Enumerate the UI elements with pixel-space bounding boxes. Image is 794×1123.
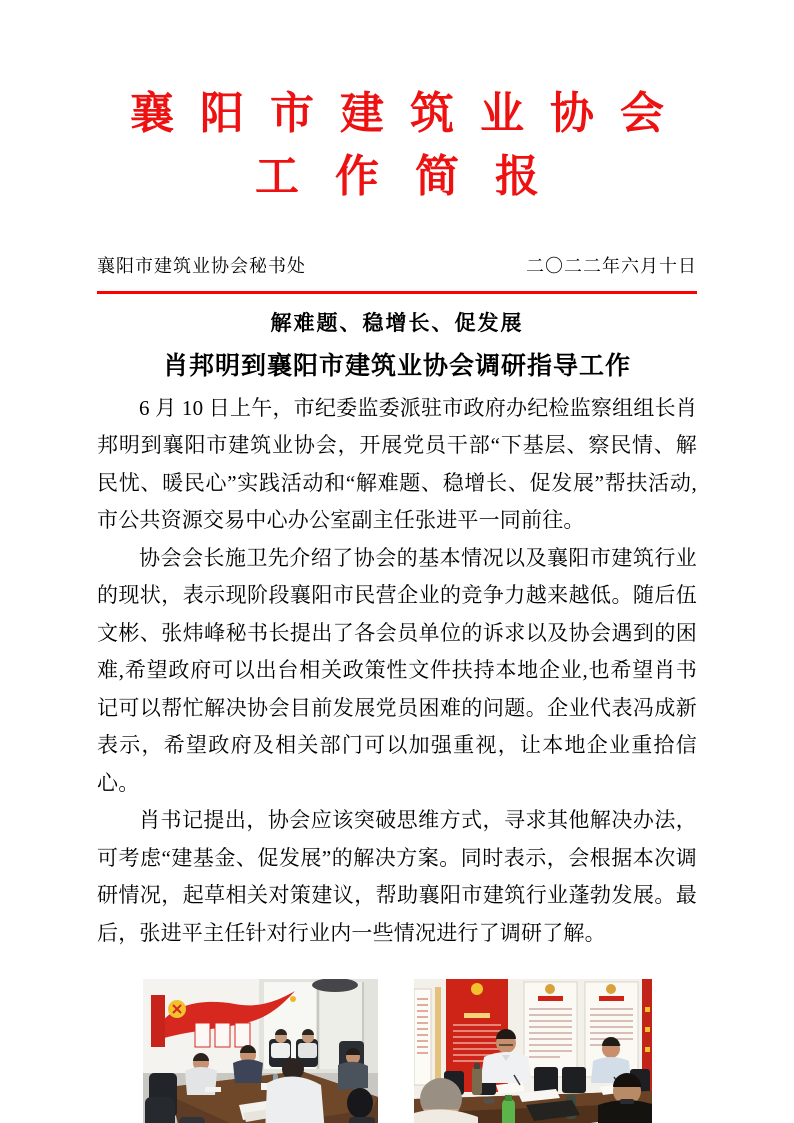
masthead-title-line2: 工作简报: [255, 151, 575, 201]
photo-row: [97, 979, 697, 1123]
issue-header: [97, 252, 697, 278]
paragraph-2: 协会会长施卫先介绍了协会的基本情况以及襄阳市建筑行业的现状，表示现阶段襄阳市民营企业的竞争力越来越低。随后伍文彬、张炜峰秘书长提出了各会员单位的诉求以及协会遇到的困难,希望政府可以出台相关政策性文件扶持本地企业,也希望肖书记可以帮忙解决协会目前发展党员困难的问题。企业代表冯成新表示，希望政府及相关部门可以加强重视，让本地企业重拾信心。: [97, 545, 697, 795]
issuer-text: 襄阳市建筑业协会秘书处: [97, 255, 306, 276]
meeting-photo-right: [414, 979, 652, 1123]
page-content: [97, 0, 697, 1123]
red-divider: [97, 291, 697, 294]
issue-date: 二〇二二年六月十日: [526, 255, 697, 276]
paragraph-3: 肖书记提出，协会应该突破思维方式，寻求其他解决办法，可考虑“建基金、促发展”的解决方案。同时表示，会根据本次调研情况，起草相关对策建议，帮助襄阳市建筑行业蓬勃发展。最后，张进平主任针对行业内一些情况进行了调研了解。: [97, 808, 697, 945]
article-title-line2: 肖邦明到襄阳市建筑业协会调研指导工作: [162, 352, 631, 380]
article-body: [97, 390, 697, 953]
masthead: [97, 88, 697, 204]
paragraph-1: 6 月 10 日上午，市纪委监委派驻市政府办纪检监察组组长肖邦明到襄阳市建筑业协会，开展党员干部“下基层、察民情、解民忧、暖民心”实践活动和“解难题、稳增长、促发展”帮扶活动,市公共资源交易中心办公室副主任张进平一同前往。: [97, 395, 697, 533]
meeting-photo-left: [143, 979, 378, 1123]
masthead-title-line1: 襄阳市建筑业协会: [130, 89, 690, 138]
poster-white-middle: [524, 982, 577, 1077]
article-title-line1: 解难题、稳增长、促发展: [270, 310, 524, 335]
poster-left-edge: [414, 987, 441, 1087]
